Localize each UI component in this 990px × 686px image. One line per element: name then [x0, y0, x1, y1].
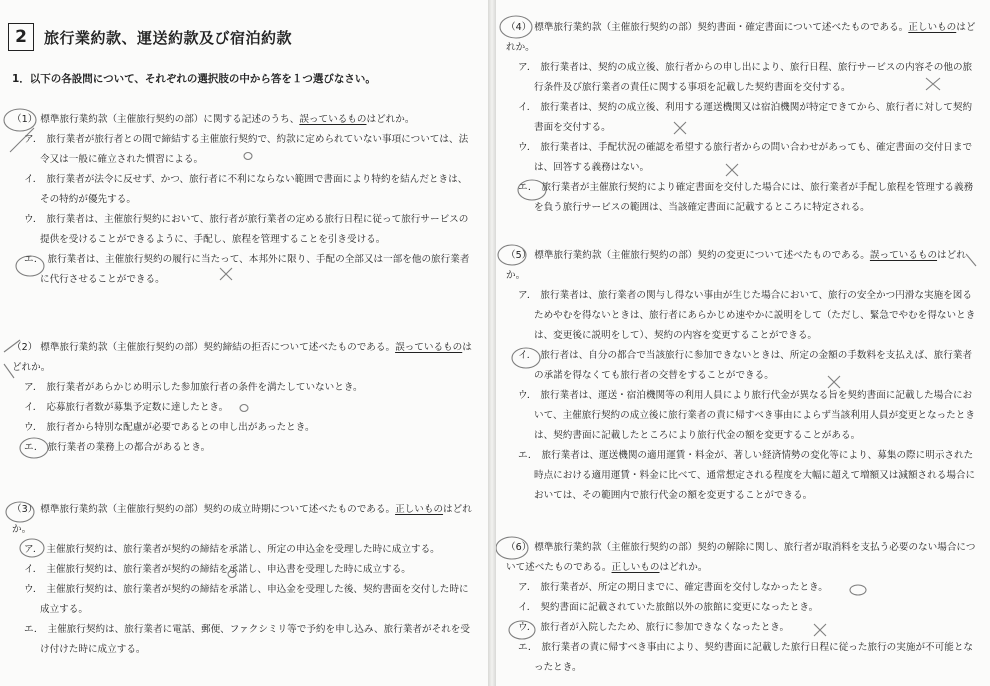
key-phrase: 誤っているもの	[395, 342, 463, 353]
question-2	[12, 338, 472, 458]
option-e[interactable]: エ． 旅行業者の責に帰すべき事由により、契約書面に記載した旅行日程に従った旅行の実施が不可能となったとき。	[518, 642, 974, 673]
key-phrase: 誤っているもの	[869, 250, 938, 261]
option-i[interactable]: イ． 主催旅行契約は、旅行業者が契約の締結を承諾し、申込書を受理した時に成立する。	[24, 564, 411, 575]
left-page	[0, 0, 488, 686]
option-i[interactable]: イ． 応募旅行者数が募集予定数に達したとき。	[24, 402, 229, 413]
key-phrase: 誤っているもの	[299, 114, 367, 125]
option-e[interactable]: エ． 旅行業者は、運送機関の適用運賃・料金が、著しい経済情勢の変化等により、募集の際に明示された時点における適用運賃・料金に比べて、通常想定される程度を大幅に超えて増額又は減額される場合においては、その範囲内で旅行代金の額を変更することができる。	[518, 450, 976, 501]
question-4	[506, 18, 976, 218]
option-e[interactable]: エ． 旅行業者の業務上の都合があるとき。	[24, 442, 211, 453]
right-page	[496, 0, 990, 686]
option-i[interactable]: イ． 旅行業者が法令に反せず、かつ、旅行者に不利にならない範囲で書面により特約を結んだときは、その特約が優先する。	[24, 174, 468, 205]
key-phrase: 正しいもの	[908, 22, 957, 33]
option-u[interactable]: ウ． 旅行者が入院したため、旅行に参加できなくなったとき。	[518, 622, 790, 633]
option-i[interactable]: イ． 旅行業者は、契約の成立後、利用する運送機関又は宿泊機関が特定できてから、旅行者に対して契約書面を交付する。	[518, 102, 973, 133]
section-number-box: 2	[8, 23, 34, 51]
option-a[interactable]: ア． 旅行業者があらかじめ明示した参加旅行者の条件を満たしていないとき。	[24, 382, 363, 393]
question-6	[506, 538, 976, 678]
question-1	[12, 110, 472, 290]
question-stem: （1） 標準旅行業約款（主催旅行契約の部）に関する記述のうち、誤っているものはどれか。	[12, 114, 415, 125]
option-u[interactable]: ウ． 旅行者から特別な配慮が必要であるとの申し出があったとき。	[24, 422, 315, 433]
question-stem: （5） 標準旅行業約款（主催旅行契約の部）契約の変更について述べたものである。誤っているものはどれか。	[506, 250, 966, 281]
option-e[interactable]: エ． 旅行業者は、主催旅行契約の履行に当たって、本邦外に限り、手配の全部又は一部を他の旅行業者に代行させることができる。	[24, 254, 470, 285]
option-a[interactable]: ア． 旅行業者は、契約の成立後、旅行者からの申し出により、旅行日程、旅行サービスの内容その他の旅行条件及び旅行業者の責任に関する事項を記載した契約書面を交付する。	[518, 62, 973, 93]
option-e[interactable]: エ． 旅行業者が主催旅行契約により確定書面を交付した場合には、旅行業者が手配し旅程を管理する義務を負う旅行サービスの範囲は、当該確定書面に記載するところに特定される。	[518, 182, 974, 213]
option-u[interactable]: ウ． 主催旅行契約は、旅行業者が契約の締結を承諾し、申込金を受理した後、契約書面を交付した時に成立する。	[24, 584, 469, 615]
question-stem: （6） 標準旅行業約款（主催旅行契約の部）契約の解除に関し、旅行者が取消料を支払う必要のない場合について述べたものである。正しいものはどれか。	[506, 542, 976, 573]
option-a[interactable]: ア． 旅行業者が旅行者との間で締結する主催旅行契約で、約款に定められていない事項については、法令又は一般に確立された慣習による。	[24, 134, 469, 165]
option-u[interactable]: ウ． 旅行業者は、手配状況の確認を希望する旅行者からの問い合わせがあっても、確定書面の交付日までは、回答する義務はない。	[518, 142, 973, 173]
section-title: 旅行業約款、運送約款及び宿泊約款	[44, 28, 293, 47]
page-gutter	[488, 0, 496, 686]
question-stem: （3） 標準旅行業約款（主催旅行契約の部）契約の成立時期について述べたものである。正しいものはどれか。	[12, 504, 472, 535]
option-a[interactable]: ア． 主催旅行契約は、旅行業者が契約の締結を承諾し、所定の申込金を受理した時に成立する。	[24, 544, 440, 555]
option-e[interactable]: エ． 主催旅行契約は、旅行業者に電話、郵便、ファクシミリ等で予約を申し込み、旅行業者がそれを受け付けた時に成立する。	[24, 624, 470, 655]
option-a[interactable]: ア． 旅行業者が、所定の期日までに、確定書面を交付しなかったとき。	[518, 582, 828, 593]
key-phrase: 正しいもの	[395, 504, 444, 515]
option-u[interactable]: ウ． 旅行業者は、運送・宿泊機関等の利用人員により旅行代金が異なる旨を契約書面に記載した場合において、主催旅行契約の成立後に旅行業者の責に帰すべき事由によらず当該利用人員が変更となったときは、契約書面に記載したところにより旅行代金の額を変更することがある。	[518, 390, 975, 441]
option-i[interactable]: イ． 契約書面に記載されていた旅館以外の旅館に変更になったとき。	[518, 602, 819, 613]
question-stem: （2） 標準旅行業約款（主催旅行契約の部）契約締結の拒否について述べたものである。誤っているものはどれか。	[12, 342, 472, 373]
question-3	[12, 500, 472, 660]
instructions: 1．以下の各設問について、それぞれの選択肢の中から答を１つ選びなさい。	[12, 73, 376, 85]
option-u[interactable]: ウ． 旅行業者は、主催旅行契約において、旅行者が旅行業者の定める旅行日程に従って旅行サービスの提供を受けることができるように、手配し、旅程を管理することを引き受ける。	[24, 214, 469, 245]
option-a[interactable]: ア． 旅行業者は、旅行業者の関与し得ない事由が生じた場合において、旅行の安全かつ円滑な実施を図るためやむを得ないときは、旅行者にあらかじめ速やかに説明をして（ただし、緊急でやむを得ないときは、変更後に説明をして）、契約の内容を変更することができる。	[518, 290, 976, 341]
question-stem: （4） 標準旅行業約款（主催旅行契約の部）契約書面・確定書面について述べたものである。正しいものはどれか。	[506, 22, 976, 53]
section-header	[8, 22, 292, 52]
key-phrase: 正しいもの	[611, 562, 660, 573]
option-i[interactable]: イ． 旅行者は、自分の都合で当該旅行に参加できないときは、所定の金額の手数料を支払えば、旅行業者の承諾を得なくても旅行者の交替をすることができる。	[518, 350, 973, 381]
question-5	[506, 246, 976, 506]
